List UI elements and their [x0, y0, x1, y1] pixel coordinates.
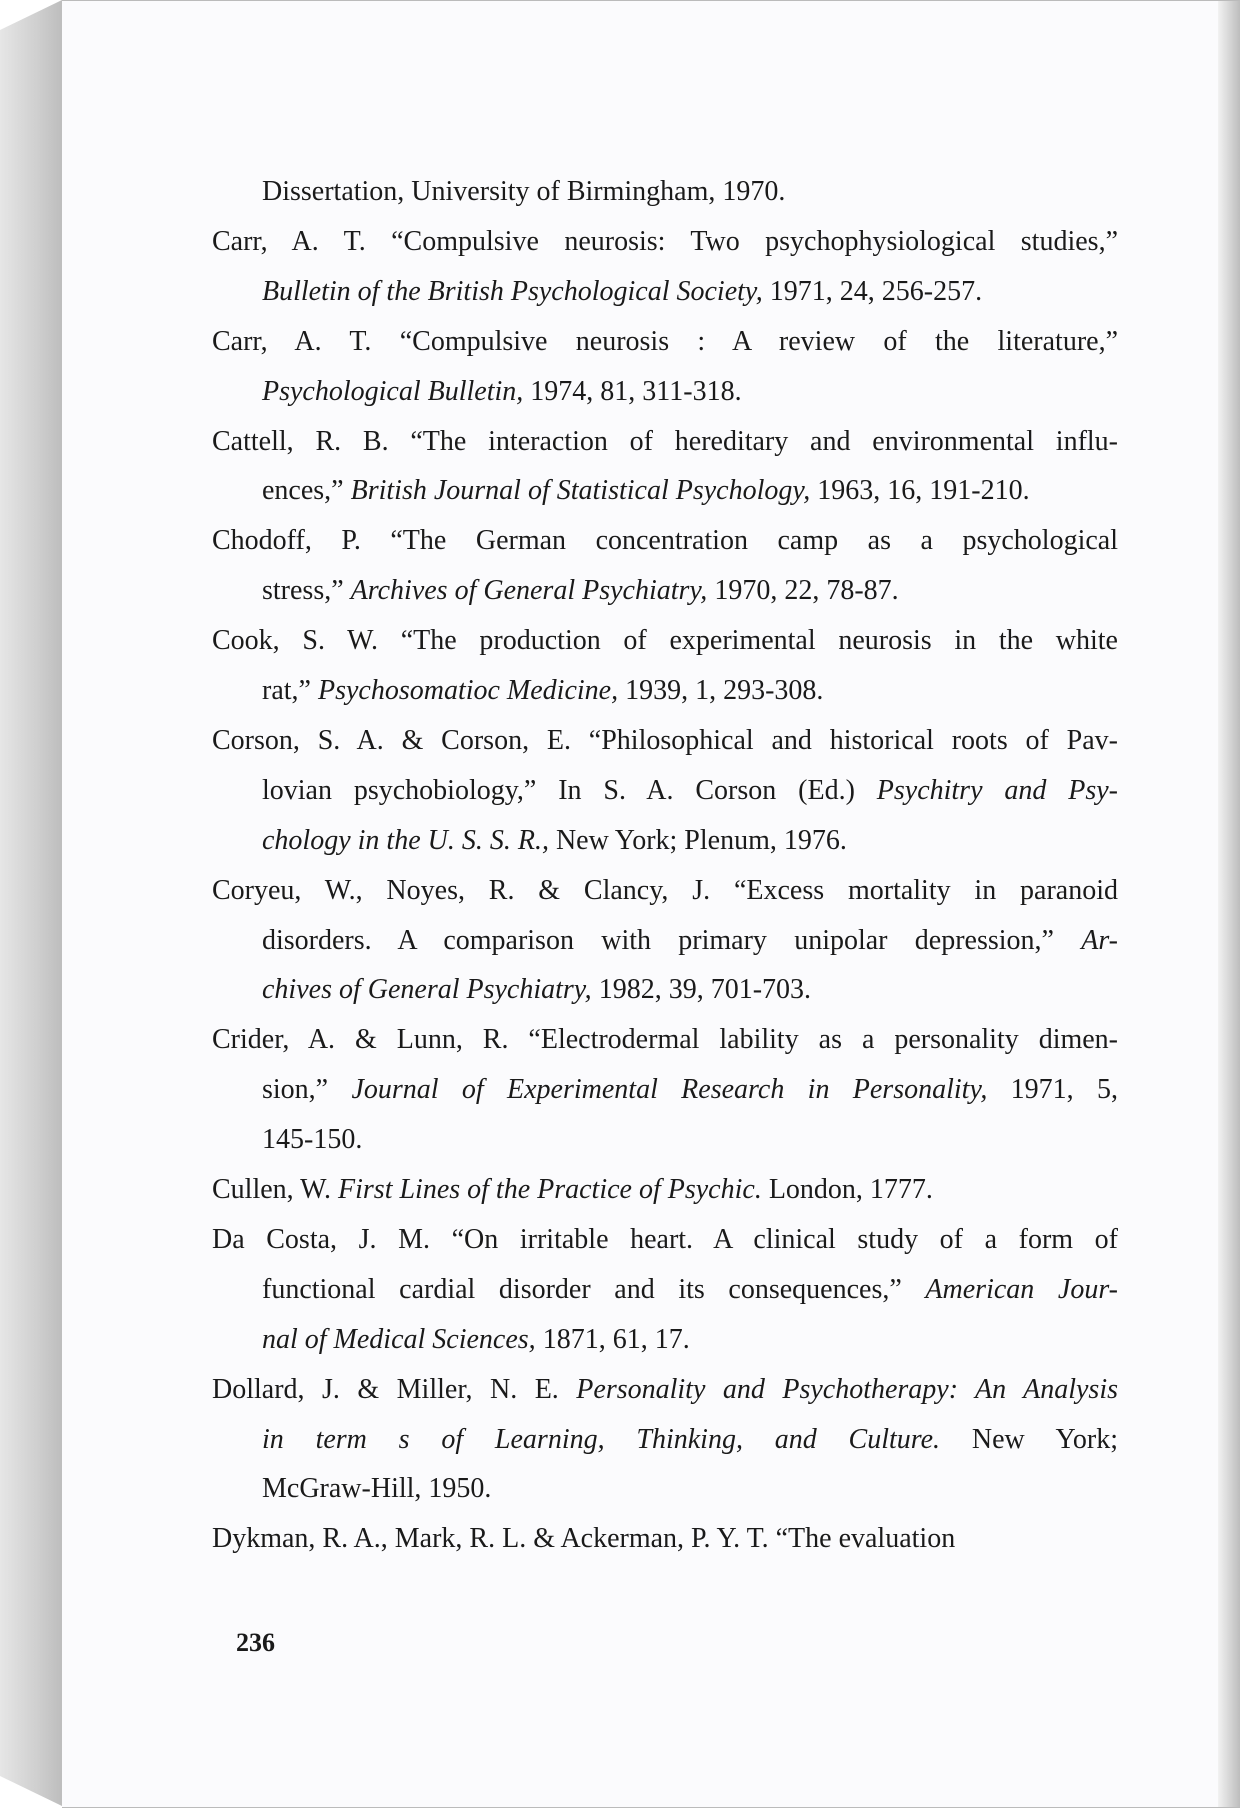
- reference-line: [262, 167, 1118, 217]
- reference-text: functional cardial disorder and its consequences,”: [262, 1273, 926, 1305]
- reference-line: [212, 866, 1118, 916]
- reference-text: London, 1777.: [761, 1174, 933, 1205]
- reference-line: [212, 1514, 1118, 1564]
- reference-text: 1871, 61, 17.: [535, 1323, 690, 1355]
- reference-text: 1963, 16, 191-210.: [810, 475, 1030, 507]
- reference-text: sion,”: [262, 1074, 352, 1106]
- reference-title-text: Psychitry and Psy-: [876, 774, 1118, 806]
- reference-line: [262, 1464, 1118, 1514]
- reference-text: 145-150.: [262, 1124, 363, 1156]
- reference-line: [262, 1415, 1118, 1465]
- reference-line: [212, 1015, 1118, 1065]
- reference-line: [212, 1365, 1118, 1415]
- reference-line: [262, 1265, 1118, 1315]
- reference-text: Carr, A. T. “Compulsive neurosis : A review of the literature,”: [212, 325, 1118, 357]
- reference-text: McGraw-Hill, 1950.: [262, 1473, 492, 1505]
- reference-text: 1970, 22, 78-87.: [707, 575, 899, 607]
- reference-text: 1974, 81, 311-318.: [523, 375, 742, 407]
- reference-line: [212, 417, 1118, 467]
- reference-title-text: Personality and Psychotherapy: An Analysis: [576, 1373, 1118, 1405]
- reference-text: 1971, 24, 256-257.: [762, 275, 983, 307]
- reference-text: Coryeu, W., Noyes, R. & Clancy, J. “Excess mortality in paranoid: [212, 874, 1118, 906]
- reference-line: [262, 367, 1118, 417]
- reference-line: [262, 1315, 1118, 1365]
- reference-title-text: in term s of Learning, Thinking, and Culture.: [262, 1423, 941, 1455]
- reference-text: 1939, 1, 293-308.: [618, 675, 824, 706]
- reference-text: rat,”: [262, 675, 318, 706]
- reference-text: ences,”: [262, 475, 351, 507]
- reference-text: 1971, 5,: [987, 1074, 1118, 1106]
- reference-text: Corson, S. A. & Corson, E. “Philosophical and historical roots of Pav-: [212, 724, 1118, 756]
- reference-title-text: chology in the U. S. S. R.,: [262, 824, 549, 856]
- reference-title-text: First Lines of the Practice of Psychic.: [338, 1174, 762, 1205]
- reference-title-text: chives of General Psychiatry,: [262, 974, 592, 1006]
- reference-line: [212, 217, 1118, 267]
- reference-title-text: nal of Medical Sciences,: [262, 1323, 536, 1355]
- reference-title-text: Journal of Experimental Research in Personality,: [351, 1074, 988, 1106]
- reference-line: [262, 965, 1118, 1015]
- reference-title-text: Archives of General Psychiatry,: [350, 575, 708, 607]
- reference-text: Dollard, J. & Miller, N. E.: [212, 1373, 577, 1405]
- reference-line: [262, 666, 1118, 716]
- reference-title-text: Bulletin of the British Psychological Society,: [262, 275, 763, 307]
- reference-line: [262, 267, 1118, 317]
- reference-line: [212, 516, 1118, 566]
- reference-text: Crider, A. & Lunn, R. “Electrodermal lability as a personality dimen-: [212, 1024, 1118, 1056]
- reference-line: [212, 1165, 1118, 1215]
- reference-text: stress,”: [262, 575, 351, 607]
- reference-text: Chodoff, P. “The German concentration camp as a psychological: [212, 525, 1118, 557]
- reference-line: [262, 466, 1118, 516]
- page-edge-shadow: [1218, 1, 1240, 1807]
- reference-text: New York; Plenum, 1976.: [548, 824, 847, 856]
- reference-line: [262, 766, 1118, 816]
- reference-title-text: British Journal of Statistical Psychology,: [350, 475, 811, 507]
- reference-text: 1982, 39, 701-703.: [591, 974, 812, 1006]
- page-number: 236: [236, 1628, 275, 1657]
- book-spine: [0, 0, 63, 1806]
- reference-text: Dissertation, University of Birmingham, 1970.: [262, 176, 786, 207]
- reference-line: [212, 317, 1118, 367]
- reference-line: [262, 566, 1118, 616]
- reference-line: [212, 1215, 1118, 1265]
- reference-text: Dykman, R. A., Mark, R. L. & Ackerman, P. Y. T. “The evaluation: [212, 1523, 956, 1555]
- reference-title-text: American Jour-: [925, 1273, 1118, 1305]
- reference-title-text: Psychosomatioc Medicine,: [317, 675, 619, 706]
- reference-text: Da Costa, J. M. “On irritable heart. A clinical study of a form of: [212, 1223, 1118, 1255]
- reference-line: [262, 1065, 1118, 1115]
- reference-text: Carr, A. T. “Compulsive neurosis: Two psychophysiological studies,”: [212, 225, 1118, 257]
- reference-text: Cullen, W.: [212, 1174, 339, 1205]
- reference-text: Cattell, R. B. “The interaction of hereditary and environmental influ-: [212, 425, 1118, 457]
- reference-line: [262, 816, 1118, 866]
- reference-line: [212, 716, 1118, 766]
- reference-title-text: Ar-: [1081, 924, 1118, 956]
- reference-text: lovian psychobiology,” In S. A. Corson (Ed.): [262, 774, 877, 806]
- reference-title-text: Psychological Bulletin,: [262, 375, 524, 407]
- reference-text: disorders. A comparison with primary unipolar depression,”: [262, 924, 1082, 956]
- reference-text: New York;: [940, 1423, 1118, 1455]
- reference-line: [262, 916, 1118, 966]
- reference-line: [212, 616, 1118, 666]
- reference-line: [262, 1115, 1118, 1165]
- reference-text: Cook, S. W. “The production of experimental neurosis in the white: [212, 625, 1118, 657]
